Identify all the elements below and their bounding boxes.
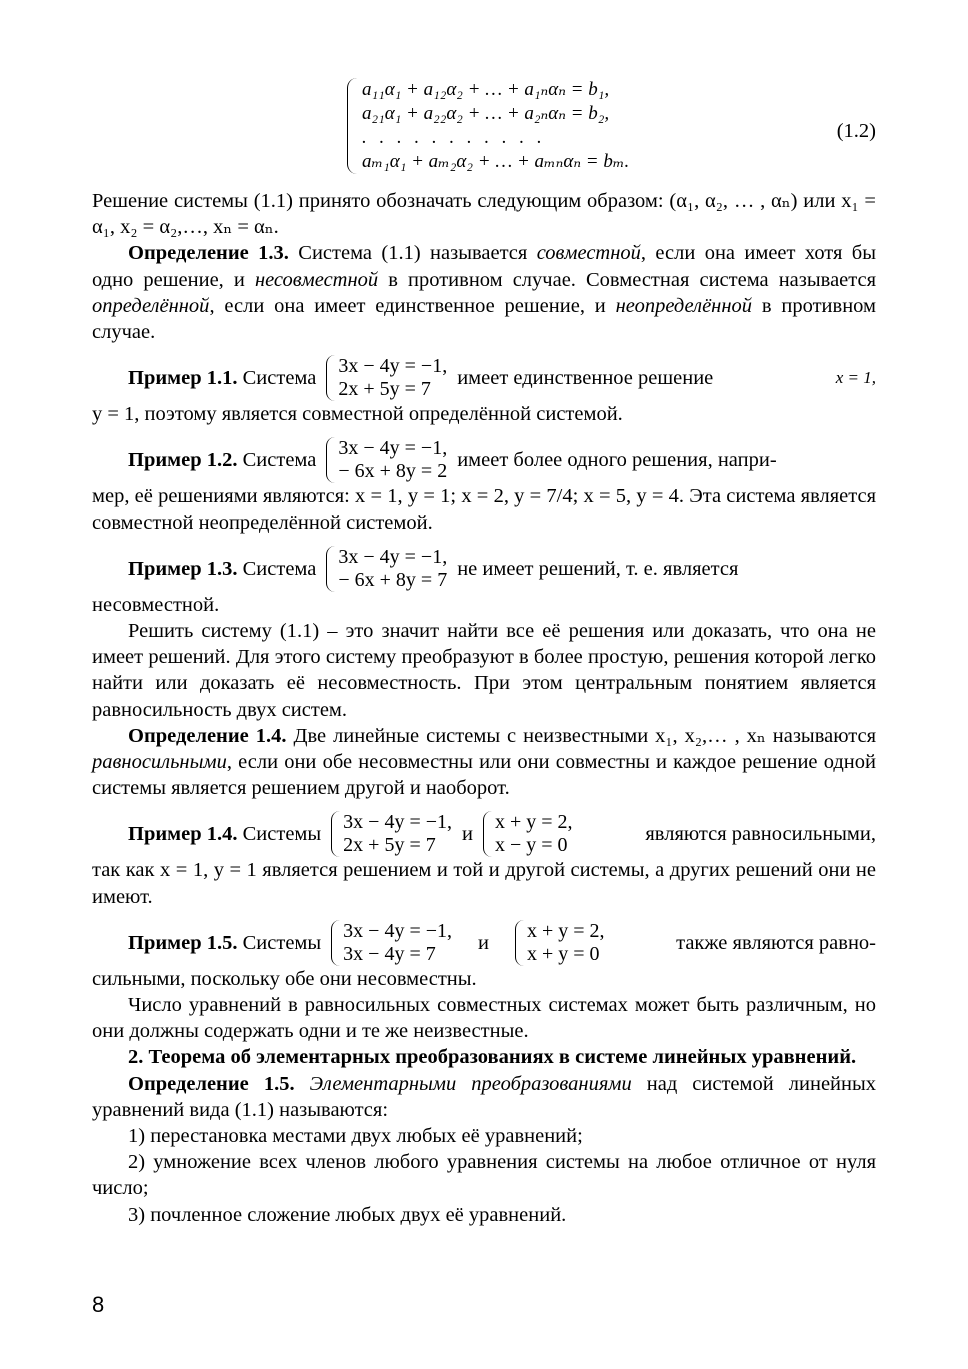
text: Система: [242, 367, 317, 390]
example-label: Пример 1.3.: [128, 557, 238, 580]
system-row: − 6x + 8y = 7: [338, 568, 448, 591]
example-system-a: [331, 811, 452, 857]
example-label: Пример 1.5.: [128, 931, 238, 954]
system-row: 3x − 4y = −1,: [338, 437, 448, 460]
system-row: a₁₁α₁ + a₁₂α₂ + … + a₁ₙαₙ = b₁,: [362, 79, 610, 100]
system-row: 3x − 4y = −1,: [343, 811, 453, 834]
text: имеет более одного решения, напри-: [457, 449, 777, 472]
definition-1-4: [92, 723, 876, 802]
definition-label: Определение 1.5.: [128, 1072, 295, 1095]
paragraph: несовместной.: [92, 593, 220, 616]
text: , если они обе несовместны или они совместны и каждое решение одной системы является решением другой и наоборот.: [92, 751, 876, 800]
system-row: 3x − 4y = −1,: [343, 919, 453, 942]
list-item: 3) почленное сложение любых двух её уравнений.: [128, 1203, 567, 1226]
text: Две линейные системы с неизвестными x₁, x₂,… , xₙ называются: [286, 724, 876, 747]
example-1-1: [92, 355, 876, 401]
paragraph: так как x = 1, y = 1 является решением и той и другой системы, а других решений они не имеют.: [92, 859, 876, 908]
system-1-2-block: [92, 78, 876, 188]
list-item: 2) умножение всех членов любого уравнения системы на любое отличное от нуля число;: [92, 1151, 876, 1200]
text: в противном случае.: [92, 294, 877, 344]
text: и: [462, 823, 473, 846]
text: Система: [242, 449, 317, 472]
text: , если она имеет хотя бы одно решение, и: [92, 242, 876, 291]
example-system: [326, 546, 447, 592]
system-row: 3x − 4y = −1,: [338, 545, 448, 568]
paragraph: Число уравнений в равносильных совместных системах может быть различным, но они должны содержать одни и те же неизвестные.: [92, 994, 876, 1043]
system-row: 2x + 5y = 7: [338, 378, 431, 401]
example-system-a: [331, 920, 452, 966]
text: над системой линейных уравнений вида (1.1) называются:: [92, 1072, 877, 1121]
definition-label: Определение 1.4.: [128, 724, 287, 747]
system-1-2: [347, 78, 629, 174]
text: и: [478, 931, 489, 954]
example-1-5: [92, 920, 876, 966]
system-row: 3x − 4y = 7: [343, 942, 436, 965]
text: , если она имеет единственное решение, и: [209, 294, 616, 317]
system-row: 2x + 5y = 7: [343, 834, 436, 857]
example-system-b: [483, 811, 573, 857]
text: являются равносильными,: [645, 823, 876, 846]
term: совместной: [536, 242, 641, 265]
term: неопределённой: [615, 294, 753, 317]
system-row: x + y = 2,: [495, 811, 573, 834]
system-row: − 6x + 8y = 2: [338, 460, 448, 483]
text: x = 1,: [835, 368, 876, 388]
paragraph: Решить систему (1.1) – это значит найти все её решения или доказать, что она не имеет решений. Для этого систему преобразуют в более простую, решения которой легко найти или доказать её несовместность. При этом центральным понятием является равносильность двух систем.: [92, 620, 876, 721]
system-row: x + y = 0: [527, 942, 600, 965]
system-row: 3x − 4y = −1,: [338, 355, 448, 378]
example-1-3: [92, 546, 876, 592]
system-row: a₂₁α₁ + a₂₂α₂ + … + a₂ₙαₙ = b₂,: [362, 103, 610, 124]
example-label: Пример 1.2.: [128, 449, 238, 472]
text: Система: [242, 557, 317, 580]
definition-1-5: [92, 1071, 876, 1123]
equation-number: (1.2): [836, 120, 876, 142]
paragraph: сильными, поскольку обе они несовместны.: [92, 967, 477, 990]
example-1-4: [92, 811, 876, 857]
system-row: . . . . . . . . . . .: [362, 127, 546, 148]
system-row: x − y = 0: [495, 834, 568, 857]
system-row: x + y = 2,: [527, 919, 605, 942]
page-number: 8: [92, 1292, 105, 1317]
term: несовместной: [254, 268, 379, 291]
text: Системы: [242, 931, 322, 954]
definition-1-3: [92, 240, 876, 345]
page-content: [92, 78, 876, 1228]
definition-label: Определение 1.3.: [128, 242, 289, 265]
system-brace: [347, 78, 358, 174]
paragraph: y = 1, поэтому является совместной определённой системой.: [92, 403, 623, 426]
example-system: [326, 355, 447, 401]
text: не имеет решений, т. е. является: [457, 557, 739, 580]
example-label: Пример 1.4.: [128, 823, 238, 846]
term: определённой: [92, 294, 210, 317]
section-heading: 2. Теорема об элементарных преобразованиях в системе линейных уравнений.: [128, 1046, 857, 1069]
list-item: 1) перестановка местами двух любых её уравнений;: [128, 1125, 583, 1148]
term: равносильными: [92, 751, 227, 774]
text: имеет единственное решение: [457, 367, 714, 390]
term: Элементарными преобразованиями: [294, 1072, 632, 1095]
example-system-b: [515, 920, 605, 966]
system-row: aₘ₁α₁ + aₘ₂α₂ + … + aₘₙαₙ = bₘ.: [362, 151, 630, 172]
text: в противном случае. Совместная система называется: [378, 268, 876, 291]
text: Системы: [242, 823, 322, 846]
paragraph: мер, её решениями являются: x = 1, y = 1; x = 2, y = 7/4; x = 5, y = 4. Эта система является совместной неопределённой системой.: [92, 485, 876, 534]
paragraph: Решение системы (1.1) принято обозначать следующим образом: (α₁, α₂, … , αₙ) или x₁ = α₁, x₂ = α₂,…, xₙ = αₙ.: [92, 190, 876, 239]
example-system: [326, 437, 447, 483]
text: также являются равно-: [676, 931, 876, 954]
example-1-2: [92, 437, 876, 483]
example-label: Пример 1.1.: [128, 367, 238, 390]
text: Система (1.1) называется: [288, 242, 537, 265]
